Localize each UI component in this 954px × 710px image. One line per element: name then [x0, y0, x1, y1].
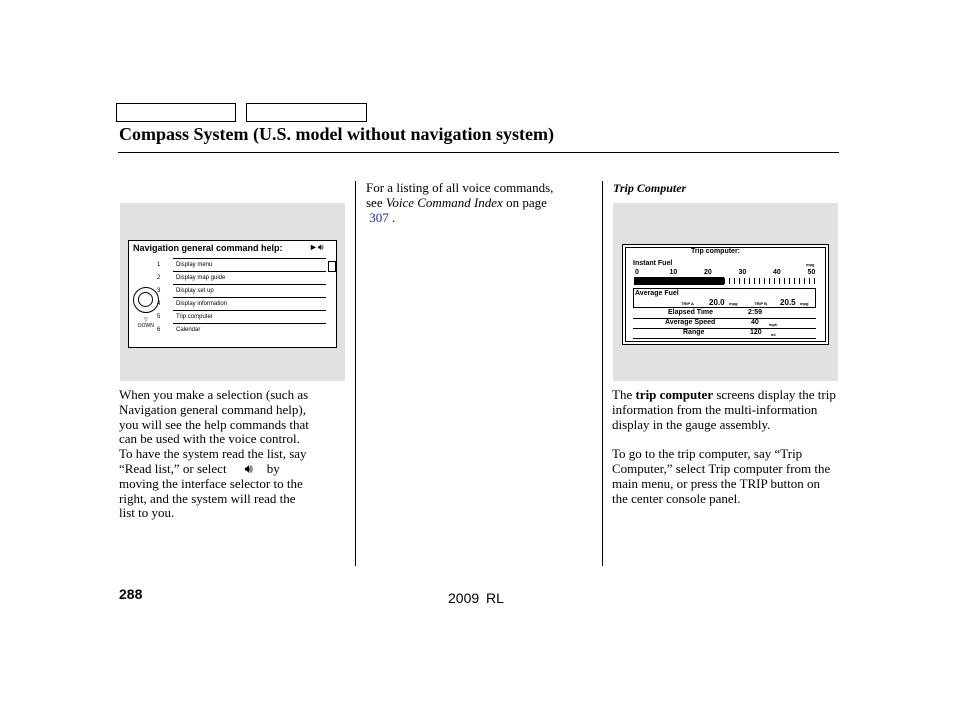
trip-screen-title: Trip computer: [691, 248, 741, 255]
note-see: see [366, 194, 383, 210]
average-speed-value: 40 [751, 319, 759, 326]
command-list-item[interactable] [157, 310, 326, 323]
command-number: 1 [157, 262, 161, 268]
column-divider-left [355, 181, 356, 566]
command-number: 6 [157, 327, 161, 333]
interface-dial-icon [133, 287, 159, 313]
p1-bold: trip computer [635, 387, 714, 402]
body-line: right, and the system will read the [119, 490, 296, 506]
trip-a-label: TRIP A [681, 301, 694, 306]
command-label: Display set up [176, 288, 214, 294]
p1-pre: The [612, 387, 633, 402]
average-speed-label: Average Speed [665, 319, 716, 326]
average-speed-unit: mph [769, 322, 778, 327]
trip-computer-screen [622, 244, 829, 345]
left-body-text [119, 388, 351, 521]
body-line: you will see the help commands that [119, 416, 309, 432]
trip-a-value: 20.0 [709, 298, 725, 307]
trip-b-value: 20.5 [780, 298, 796, 307]
command-label: Display information [176, 301, 228, 307]
scale-label: 50 [807, 269, 816, 276]
scale-label: 10 [669, 269, 678, 276]
note-page-word: on page [506, 194, 547, 210]
scale-label: 0 [635, 269, 639, 276]
range-value: 120 [750, 329, 762, 336]
page-number: 288 [119, 586, 143, 602]
body-line: list to you. [119, 505, 175, 521]
elapsed-time-label: Elapsed Time [668, 309, 714, 316]
page-title: Compass System (U.S. model without navigation system) [119, 124, 555, 144]
p1-post: screens display the trip information from the multi-information display in the gauge assembly. [612, 387, 836, 432]
scale-label: 20 [704, 269, 712, 276]
scale-label: 40 [773, 269, 781, 276]
command-number: 3 [157, 288, 161, 294]
command-list-item[interactable] [157, 323, 326, 336]
body-line: Navigation general command help), [119, 401, 306, 417]
command-number: 5 [157, 314, 161, 320]
trip-a-unit: mpg [729, 301, 738, 306]
command-list-item[interactable] [157, 284, 326, 297]
index-reference: Voice Command Index [385, 194, 503, 210]
trip-b-unit: mpg [800, 301, 809, 306]
speaker-icon: ►🔊︎ [309, 242, 324, 252]
trip-b-label: TRIP B [754, 301, 768, 306]
command-list-item[interactable] [157, 271, 326, 284]
command-number: 4 [157, 301, 161, 307]
elapsed-time-value: 2:59 [748, 309, 763, 316]
trip-computer-text [612, 388, 838, 521]
scale-label: 30 [738, 269, 747, 276]
body-line: by [266, 460, 280, 476]
body-line: can be used with the voice control. [119, 431, 300, 447]
nav-help-screen [128, 240, 337, 348]
command-label: Display menu [176, 262, 213, 268]
header-tab-left [116, 103, 236, 122]
command-label: Trip computer [176, 314, 213, 320]
page-link[interactable]: 307 [369, 209, 389, 225]
footer-model: 2009 RL [448, 590, 504, 606]
fuel-scale-ticks [634, 278, 817, 284]
body-line: “Read list,” or select [119, 460, 227, 476]
command-list [157, 258, 326, 336]
trip-computer-caption: Trip Computer [613, 181, 687, 195]
range-label: Range [683, 329, 705, 336]
command-number: 2 [157, 275, 161, 281]
column-divider-right [602, 181, 603, 566]
command-label: Calendar [176, 327, 201, 333]
scroll-indicator [328, 261, 336, 272]
body-line: When you make a selection (such as [119, 387, 309, 402]
command-list-item[interactable] [157, 297, 326, 310]
header-tab-right [246, 103, 367, 122]
title-rule [118, 152, 839, 153]
note-period: . [392, 209, 396, 225]
average-fuel-label: Average Fuel [635, 290, 679, 297]
voice-command-note [366, 181, 596, 225]
range-unit: mi [771, 332, 776, 337]
down-indicator: ▽ DOWN [138, 317, 154, 329]
body-line: To have the system read the list, say [119, 446, 307, 462]
note-intro: For a listing of all voice commands, [366, 180, 554, 195]
nav-screen-title: Navigation general command help: [133, 243, 283, 253]
body-line: moving the interface selector to the [119, 475, 303, 491]
command-label: Display map guide [176, 275, 226, 281]
instant-fuel-label: Instant Fuel [633, 260, 673, 267]
instant-unit: mpg [806, 262, 815, 267]
command-list-item[interactable] [157, 258, 326, 271]
speaker-icon: 🔊︎ [244, 460, 253, 476]
p2: To go to the trip computer, say “Trip Computer,” select Trip computer from the main menu, or press the TRIP button on the center console panel. [612, 446, 831, 506]
